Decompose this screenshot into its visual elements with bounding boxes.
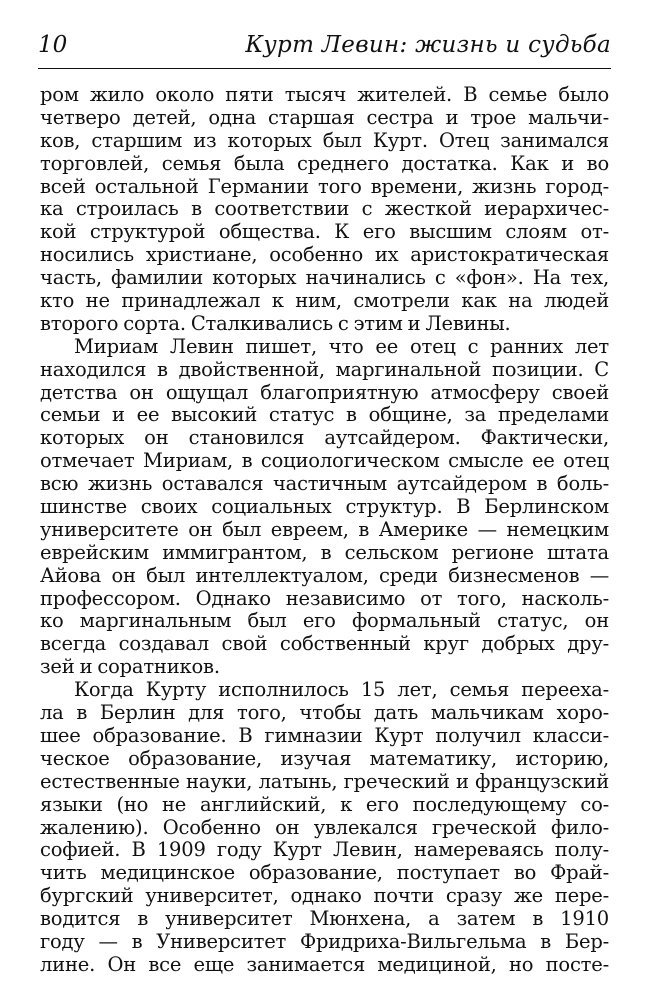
text-line: часть, фамилии которых начинались с «фон». На тех,	[40, 266, 609, 290]
text-line: Мириам Левин пишет, что ее отец с ранних лет	[74, 334, 609, 358]
text-line: профессором. Однако независимо от того, насколь-	[40, 586, 609, 610]
text-line: университете он был евреем, в Америке — немецким	[40, 517, 609, 541]
text-line: детства он ощущал благоприятную атмосферу своей	[40, 380, 609, 404]
text-line: ла в Берлин для того, чтобы дать мальчикам хоро-	[40, 701, 609, 725]
text-line: ка строилась в соответствии с жесткой иерархичес-	[40, 197, 609, 221]
text-line: шее образование. В гимназии Курт получил класси-	[40, 723, 609, 747]
text-line: ческое образование, изучая математику, историю,	[40, 746, 609, 770]
text-line: носились христиане, особенно их аристократическая	[40, 243, 609, 267]
text-line: отмечает Мириам, в социологическом смысле ее отец	[40, 449, 609, 473]
text-line: торговлей, семья была среднего достатка. Как и во	[40, 151, 609, 175]
text-line: зей и соратников.	[40, 655, 220, 679]
text-line: еврейским иммигрантом, в сельском регионе штата	[40, 540, 609, 564]
text-line: ром жило около пяти тысяч жителей. В семье было	[40, 83, 609, 106]
page-number: 10	[38, 32, 68, 58]
header-rule	[38, 68, 611, 69]
text-line: ко маргинальным был его формальный статус, он	[40, 609, 609, 633]
text-line: всей остальной Германии того времени, жизнь город-	[40, 174, 609, 198]
paragraph	[40, 336, 609, 679]
text-line: четверо детей, одна старшая сестра и трое мальчи-	[40, 105, 609, 129]
text-line: кой структурой общества. К его высшим слоям от-	[40, 220, 609, 244]
text-line: жалению). Особенно он увлекался греческой фило-	[40, 815, 609, 839]
text-line: софией. В 1909 году Курт Левин, намереваясь полу-	[40, 838, 609, 862]
text-line: водится в университет Мюнхена, а затем в 1910	[40, 907, 609, 931]
page-header	[38, 28, 611, 62]
text-line: естественные науки, латынь, греческий и французский	[40, 769, 609, 793]
text-line: Айова он был интеллектуалом, среди бизнесменов —	[40, 563, 609, 587]
text-line: которых он становился аутсайдером. Фактически,	[40, 426, 609, 450]
text-line: второго сорта. Сталкивались с этим и Левины.	[40, 311, 511, 335]
text-line: бургский университет, однако почти сразу же пере-	[40, 884, 609, 908]
text-line: лине. Он все еще занимается медициной, но посте-	[40, 952, 609, 976]
text-line: году — в Университет Фридриха-Вильгельма в Бер-	[40, 929, 609, 953]
text-line: ков, старшим из которых был Курт. Отец занимался	[40, 128, 609, 152]
text-line: шинстве своих социальных структур. В Берлинском	[40, 495, 609, 519]
paragraph	[40, 84, 609, 336]
text-line: кто не принадлежал к ним, смотрели как на людей	[40, 289, 609, 313]
text-line: Когда Курту исполнилось 15 лет, семья перееха-	[74, 678, 609, 702]
paragraph	[40, 679, 609, 977]
text-line: всегда создавал свой собственный круг добрых дру-	[40, 632, 609, 656]
text-line: семьи и ее высокий статус в общине, за пределами	[40, 403, 609, 427]
running-title: Курт Левин: жизнь и судьба	[245, 32, 611, 58]
body-text	[40, 84, 609, 977]
text-line: чить медицинское образование, поступает во Фрай-	[40, 861, 609, 885]
text-line: находился в двойственной, маргинальной позиции. С	[40, 357, 609, 381]
text-line: языки (но не английский, к его последующему со-	[40, 792, 609, 816]
text-line: всю жизнь оставался частичным аутсайдером в боль-	[40, 472, 609, 496]
